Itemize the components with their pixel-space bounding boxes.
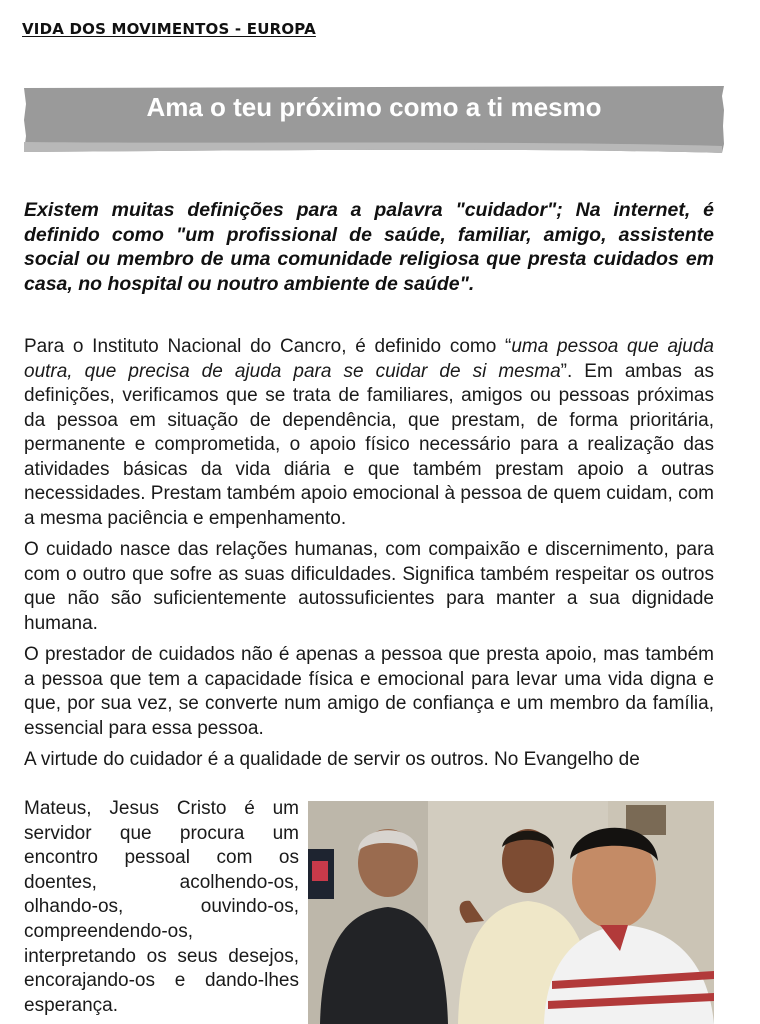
photo-illustration — [308, 801, 714, 1024]
intro-paragraph: Existem muitas definições para a palavra "cuidador"; Na internet, é definido como "um profissional de saúde, familiar, amigo, assistente social ou membro de uma comunidade religiosa que presta cuidados em casa, no hospital ou noutro ambiente de saúde". — [24, 199, 714, 295]
paragraph-1 — [24, 335, 714, 531]
title-banner — [24, 86, 724, 154]
article-body — [24, 335, 714, 780]
paragraph-4-wrapped: Mateus, Jesus Cristo é um servidor que procura um encontro pessoal com os doentes, acolhendo-os, olhando-os, ouvindo-os, compreendendo-os, interpretando os seus desejos, encorajando-os e dando-lhes esperança. — [24, 798, 299, 1016]
p1-end: ”. Em ambas as definições, verificamos que se trata de familiares, amigos ou pessoas próximas da pessoa em situação de dependência, que prestam, de forma prioritária, permanente e comprometida, o apoio físico necessário para a realização das atividades básicas da vida diária e que também prestam apoio a outras necessidades. Prestam também apoio emocional à pessoa de quem cuidam, com a mesma paciência e empenhamento. — [24, 360, 714, 529]
paragraph-3: O prestador de cuidados não é apenas a pessoa que presta apoio, mas também a pessoa que tem a capacidade física e emocional para levar uma vida digna e que, por sua vez, se converte num amigo de confiança e um membro da família, essencial para essa pessoa. — [24, 644, 714, 739]
paragraph-4-first-line: A virtude do cuidador é a qualidade de servir os outros. No Evangelho de — [24, 749, 640, 770]
p1-start: Para o Instituto Nacional do Cancro, é definido como “ — [24, 336, 512, 357]
photo — [308, 801, 714, 1024]
section-label: VIDA DOS MOVIMENTOS - EUROPA — [22, 20, 316, 38]
paragraph-2: O cuidado nasce das relações humanas, com compaixão e discernimento, para com o outro que sofre as suas dificuldades. Significa também respeitar os outros que não são suficientemente autossuficientes para manter a sua dignidade humana. — [24, 539, 714, 634]
page-title: Ama o teu próximo como a ti mesmo — [146, 92, 602, 122]
p1-quote: uma pessoa que ajuda outra, que precisa de ajuda para se cuidar de si mesma — [24, 336, 714, 382]
